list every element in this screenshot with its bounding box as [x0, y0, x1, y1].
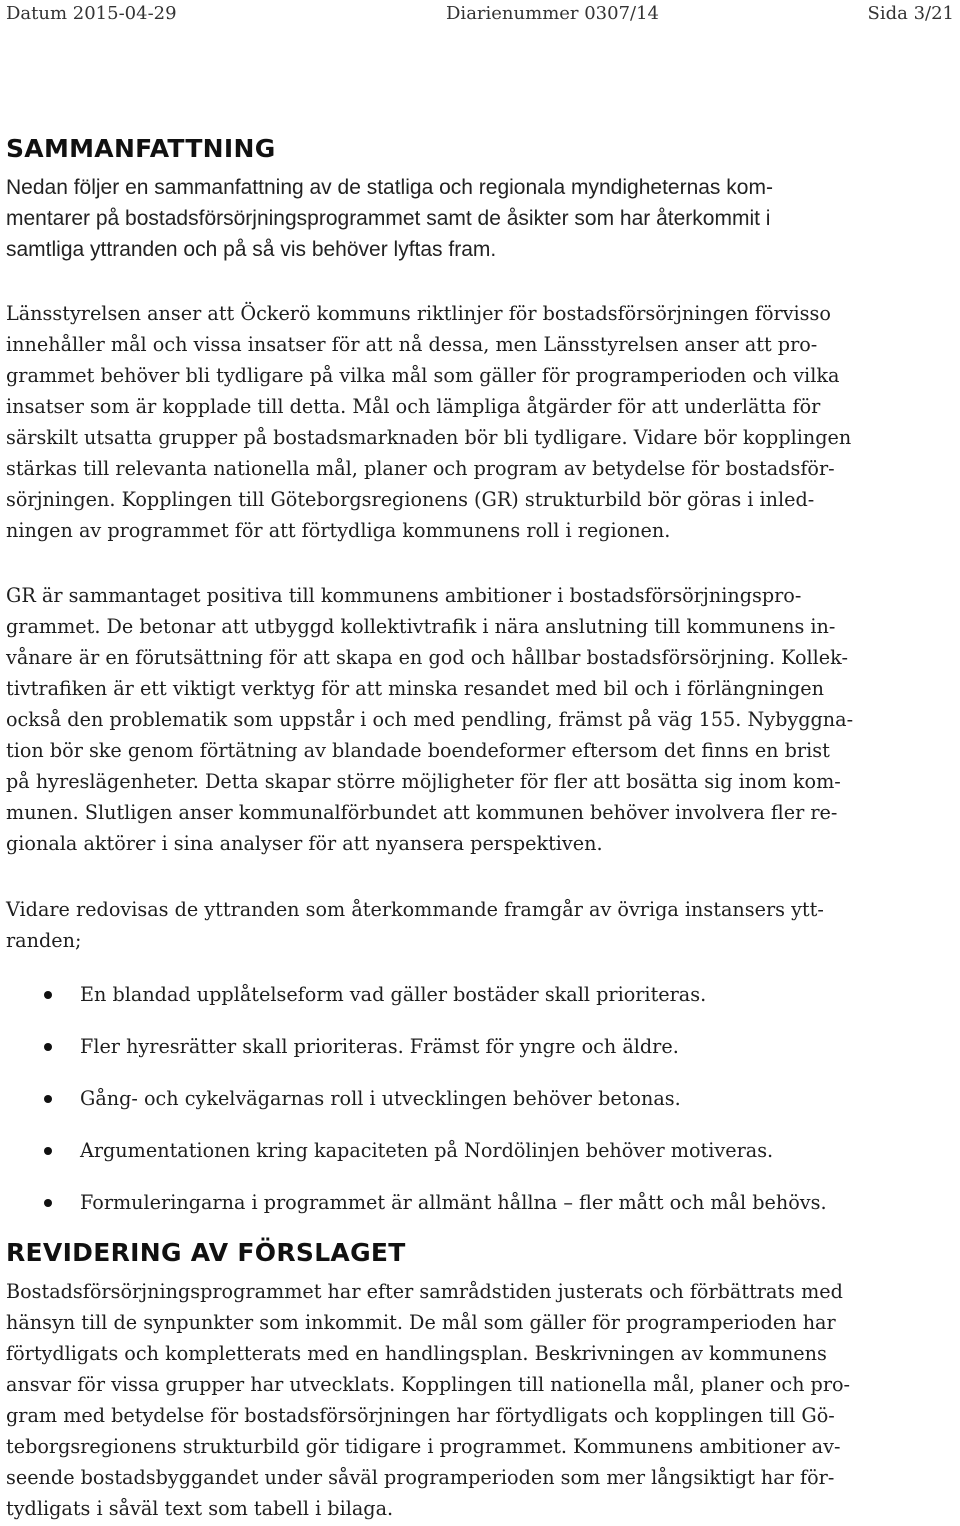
text-line: seende bostadsbyggandet under såväl programperioden som mer långsiktigt har för- [6, 1466, 835, 1489]
list-item-text: Gång- och cykelvägarnas roll i utvecklingen behöver betonas. [80, 1087, 681, 1110]
text-line: vånare är en förutsättning för att skapa en god och hållbar bostadsförsörjning. Kollek- [6, 646, 848, 669]
gr-paragraph [6, 580, 956, 859]
text-line: grammet. De betonar att utbyggd kollektivtrafik i nära anslutning till kommunens in- [6, 615, 836, 638]
text-line: ansvar för vissa grupper har utvecklats. Kopplingen till nationella mål, planer och pro- [6, 1373, 851, 1396]
header-diarienummer: Diarienummer 0307/14 [446, 3, 660, 24]
text-line: tydligats i såväl text som tabell i bilaga. [6, 1497, 394, 1520]
text-line: Bostadsförsörjningsprogrammet har efter samrådstiden justerats och förbättrats med [6, 1280, 843, 1303]
list-item [0, 1131, 960, 1183]
text-line: Vidare redovisas de yttranden som återkommande framgår av övriga instansers ytt- [6, 898, 824, 921]
header-date: Datum 2015-04-29 [6, 3, 177, 24]
text-line: insatser som är kopplade till detta. Mål och lämpliga åtgärder för att underlätta för [6, 395, 821, 418]
text-line: grammet behöver bli tydligare på vilka mål som gäller för programperioden och vilka [6, 364, 840, 387]
text-line: tion bör ske genom förtätning av blandade boendeformer eftersom det finns en brist [6, 739, 830, 762]
text-line: samtliga yttranden och på så vis behöver lyftas fram. [6, 238, 497, 261]
list-item-text: Argumentationen kring kapaciteten på Nordölinjen behöver motiveras. [80, 1139, 774, 1162]
text-line: också den problematik som uppstår i och med pendling, främst på väg 155. Nybyggna- [6, 708, 854, 731]
text-line: randen; [6, 929, 82, 952]
text-line: GR är sammantaget positiva till kommunens ambitioner i bostadsförsörjningspro- [6, 584, 802, 607]
text-line: gionala aktörer i sina analyser för att nyansera perspektiven. [6, 832, 603, 855]
text-line: teborgsregionens strukturbild gör tidigare i programmet. Kommunens ambitioner av- [6, 1435, 841, 1458]
text-line: stärkas till relevanta nationella mål, planer och program av betydelse för bostadsför- [6, 457, 835, 480]
text-line: ningen av programmet för att förtydliga kommunens roll i regionen. [6, 519, 671, 542]
bullet-icon [44, 991, 52, 999]
yttranden-bullet-list [0, 975, 960, 1235]
page-header [6, 0, 954, 30]
text-line: innehåller mål och vissa insatser för att nå dessa, men Länsstyrelsen anser att pro- [6, 333, 818, 356]
text-line: hänsyn till de synpunkter som inkommit. De mål som gäller för programperioden har [6, 1311, 836, 1334]
list-item [0, 975, 960, 1027]
list-item [0, 1079, 960, 1131]
heading-revidering: REVIDERING AV FÖRSLAGET [6, 1238, 406, 1267]
revidering-paragraph [6, 1276, 956, 1524]
text-line: särskilt utsatta grupper på bostadsmarknaden bör bli tydligare. Vidare bör kopplingen [6, 426, 852, 449]
text-line: förtydligats och kompletterats med en handlingsplan. Beskrivningen av kommunens [6, 1342, 827, 1365]
list-item-text: Formuleringarna i programmet är allmänt hållna – fler mått och mål behövs. [80, 1191, 827, 1214]
text-line: sörjningen. Kopplingen till Göteborgsregionens (GR) strukturbild bör göras i inled- [6, 488, 815, 511]
bullet-icon [44, 1095, 52, 1103]
heading-sammanfattning: SAMMANFATTNING [6, 134, 276, 163]
header-page-number: Sida 3/21 [867, 3, 954, 24]
text-line: gram med betydelse för bostadsförsörjningen har förtydligats och kopplingen till Gö- [6, 1404, 835, 1427]
list-item [0, 1027, 960, 1079]
text-line: Länsstyrelsen anser att Öckerö kommuns riktlinjer för bostadsförsörjningen förvisso [6, 302, 831, 325]
list-item [0, 1183, 960, 1235]
vidare-paragraph [6, 894, 956, 956]
bullet-icon [44, 1043, 52, 1051]
text-line: tivtrafiken är ett viktigt verktyg för att minska resandet med bil och i förlängningen [6, 677, 824, 700]
intro-paragraph [6, 172, 946, 265]
list-item-text: En blandad upplåtelseform vad gäller bostäder skall prioriteras. [80, 983, 707, 1006]
text-line: munen. Slutligen anser kommunalförbundet att kommunen behöver involvera fler re- [6, 801, 838, 824]
bullet-icon [44, 1199, 52, 1207]
list-item-text: Fler hyresrätter skall prioriteras. Främst för yngre och äldre. [80, 1035, 679, 1058]
text-line: på hyreslägenheter. Detta skapar större möjligheter för fler att bosätta sig inom kom- [6, 770, 841, 793]
lansstyrelsen-paragraph [6, 298, 956, 546]
text-line: mentarer på bostadsförsörjningsprogrammet samt de åsikter som har återkommit i [6, 207, 771, 230]
bullet-icon [44, 1147, 52, 1155]
text-line: Nedan följer en sammanfattning av de statliga och regionala myndigheternas kom- [6, 176, 773, 199]
